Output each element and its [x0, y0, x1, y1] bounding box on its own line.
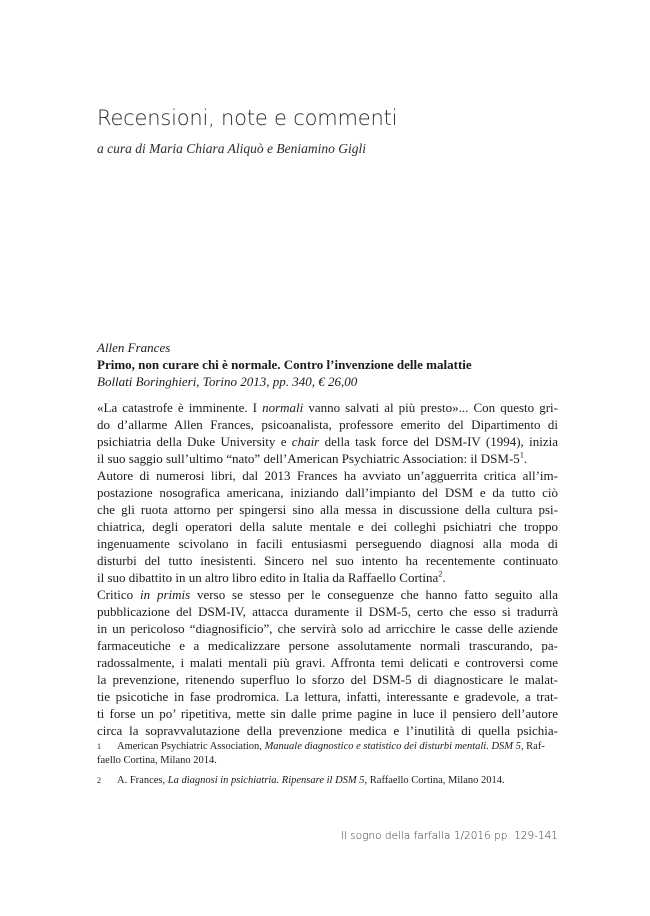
- book-publication-info: Bollati Boringhieri, Torino 2013, pp. 340, € 26,00: [97, 374, 358, 389]
- footnote-1: 1 American Psychiatric Association, Manuale diagnostico e statistico dei disturbi mentali. DSM 5, Raf- faello Cortina, Milano 2014.: [97, 741, 545, 766]
- body-line: il suo saggio sull’ultimo “nato” dell’American Psychiatric Association: il DSM-$5^1$.: [97, 450, 528, 466]
- body-line: in un pericoloso “diagnosificio”, che servirà solo ad arricchire le casse delle aziende: [97, 621, 558, 636]
- footnotes: [97, 740, 558, 794]
- book-title: Primo, non curare chi è normale. Contro l’invenzione delle malattie: [97, 357, 472, 372]
- body-line: chiatrica, degli operatori della salute mentale e dei colleghi psichiatri che troppo: [97, 519, 558, 534]
- body-line: farmaceutiche e a medicalizzare persone assolutamente normali trascurando, pa-: [97, 638, 558, 653]
- book-author: Allen Frances: [97, 340, 171, 355]
- body-line: la prevenzione, ritenendo superfluo lo sforzo del DSM-5 di diagnosticare le malat-: [97, 672, 558, 687]
- body-line: il suo dibattito in un altro libro edito in Italia da Raffaello Cortina$^2$.: [97, 569, 446, 585]
- running-footer: Il sogno della farfalla 1/2016 pp. 129-141: [340, 830, 558, 842]
- body-line: disturbi del tutto inesistenti. Sincero nel suo intento ha recentemente continuato: [97, 553, 558, 568]
- body-line: Autore di numerosi libri, dal 2013 Frances ha avviato un’agguerrita critica all’im-: [97, 468, 558, 483]
- footnote-number: 1: [97, 742, 101, 751]
- body-line: pubblicazione del DSM-IV, attacca duramente il DSM-5, certo che esso si tradurrà: [97, 604, 558, 619]
- body-line: psichiatria della Duke University e chair della task force del DSM-IV (1994), inizia: [97, 434, 558, 449]
- footnote-number: 2: [97, 776, 101, 785]
- section-title: Recensioni, note e commenti: [97, 106, 398, 130]
- body-line: ti forse un po’ ripetitiva, mette sin dalle prime pagine in luce il pensiero dell’autore: [97, 706, 558, 721]
- body-line: «La catastrofe è imminente. I normali vanno salvati al più presto»... Con questo gri-: [97, 400, 558, 415]
- footnote-ref[interactable]: 2: [438, 569, 443, 579]
- section-editors: a cura di Maria Chiara Aliquò e Beniamino Gigli: [97, 141, 366, 156]
- body-line: circa la sopravvalutazione della prevenzione medica e l’inutilità di quella psichia-: [97, 723, 558, 738]
- footnote-2: 2 A. Frances, La diagnosi in psichiatria. Ripensare il DSM 5, Raffaello Cortina, Milano 2014.: [97, 775, 505, 786]
- body-line: che gli ruota attorno per spingersi sino alla messa in discussione della cultura psi-: [97, 502, 558, 517]
- body-line: Critico in primis verso se stesso per le conseguenze che hanno fatto seguito alla: [97, 587, 558, 602]
- body-line: postazione nosografica americana, iniziando dall’impianto del DSM e da tutto ciò: [97, 485, 558, 500]
- footnote-ref[interactable]: 1: [519, 450, 524, 460]
- body-line: ingenuamente scivolano in facili entusiasmi perseguendo diagnosi alla moda di: [97, 536, 558, 551]
- book-reference: [97, 339, 557, 390]
- body-line: radossalmente, i malati mentali più gravi. Affronta temi delicati e controversi come: [97, 655, 558, 670]
- review-body: [97, 399, 558, 739]
- body-line: do d’allarme Allen Frances, psicoanalista, professore emerito del Dipartimento di: [97, 417, 558, 432]
- body-line: tie psicotiche in fase prodromica. La lettura, infatti, interessante e gradevole, a trat-: [97, 689, 558, 704]
